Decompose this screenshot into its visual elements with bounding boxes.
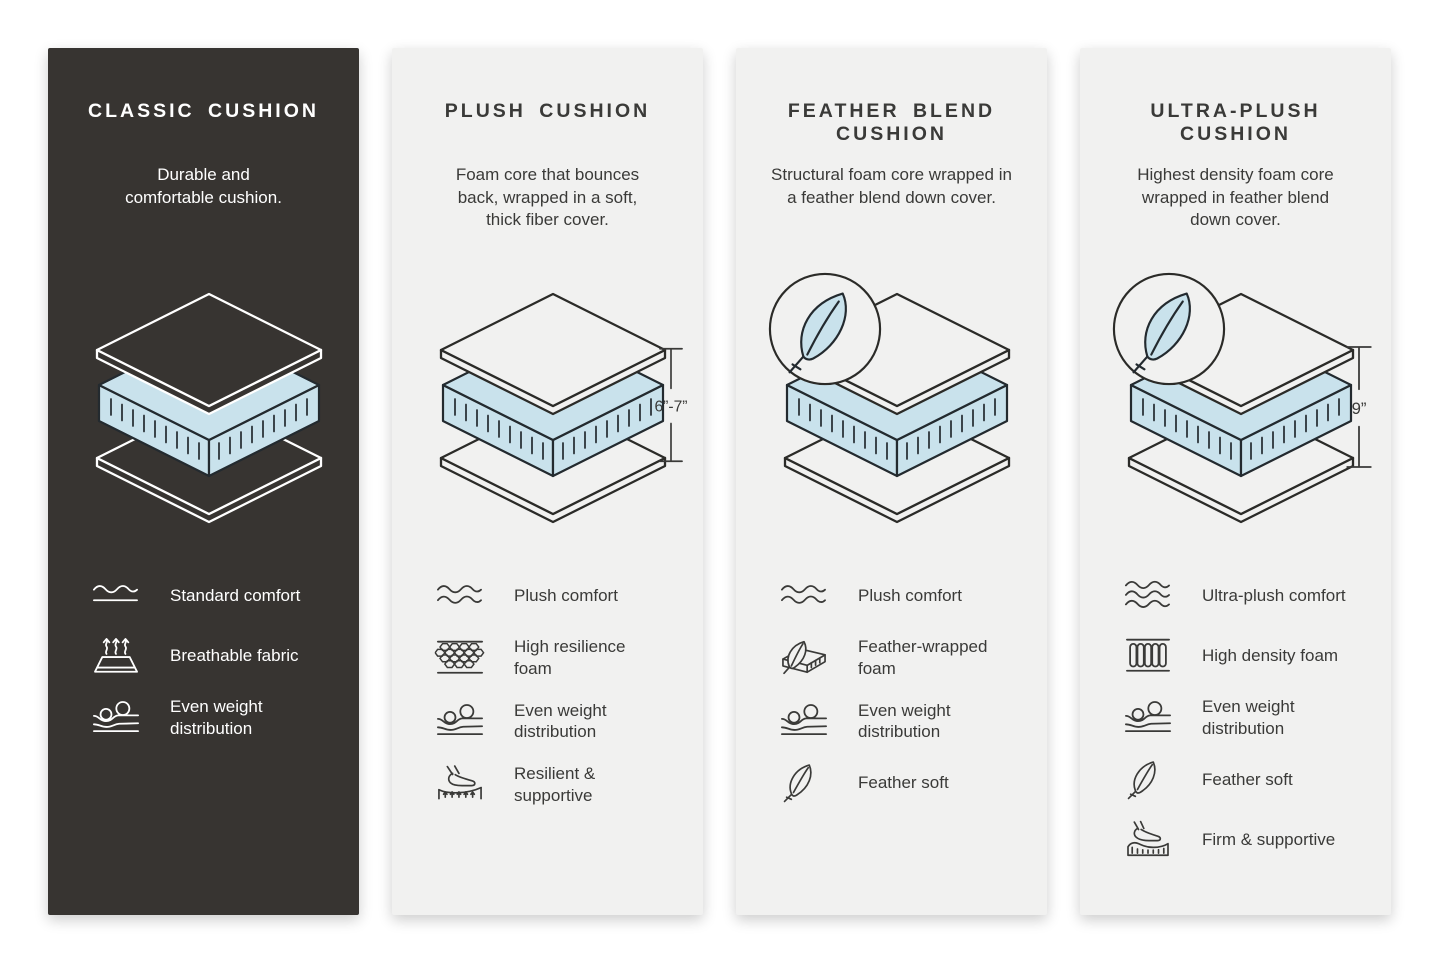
panel-classic-cushion (48, 48, 359, 915)
feature-row (1122, 576, 1391, 616)
feature-label: Feather soft (1202, 769, 1293, 789)
feature-label: Resilient & supportive (514, 764, 596, 805)
single-wave-icon (90, 576, 142, 616)
panel-plush-cushion (392, 48, 703, 915)
feature-list (778, 576, 1047, 803)
even-weight-icon (1122, 698, 1174, 738)
cushion-illustration (1080, 254, 1391, 564)
height-dimension (649, 346, 693, 464)
feature-row (434, 576, 703, 616)
feature-label: Standard comfort (170, 586, 301, 606)
feature-label: Feather-wrapped foam (858, 637, 988, 678)
feature-label: Breathable fabric (170, 646, 299, 666)
feature-label: Plush comfort (514, 586, 618, 606)
panel-feather-blend-cushion (736, 48, 1047, 915)
panel-subtitle: Foam core that bounces back, wrapped in a soft, thick fiber cover. (455, 165, 640, 230)
dimension-label: 9” (1351, 398, 1367, 418)
panel-title: ULTRA-PLUSH CUSHION (1150, 100, 1321, 146)
feature-row (778, 763, 1047, 803)
feature-label: Even weight distribution (170, 697, 263, 738)
panel-ultra-plush-cushion (1080, 48, 1391, 915)
feature-list (1122, 576, 1391, 860)
feature-label: Even weight distribution (1202, 697, 1295, 738)
panel-title: CLASSIC CUSHION (88, 100, 319, 122)
feature-label: Even weight distribution (858, 700, 951, 742)
panel-subtitle: Highest density foam core wrapped in feather blend down cover. (1137, 165, 1334, 230)
cushion-layers-icon (69, 284, 339, 534)
dimension-label: 6”-7” (654, 398, 688, 416)
feature-row (434, 700, 703, 744)
panel-title: PLUSH CUSHION (444, 100, 651, 122)
feature-row (90, 636, 359, 676)
feature-label: Ultra-plush comfort (1202, 586, 1346, 606)
feature-row (1122, 696, 1391, 740)
panel-title: FEATHER BLEND CUSHION (787, 100, 996, 146)
cushion-illustration (48, 254, 359, 564)
foot-arrows-icon (434, 765, 486, 805)
panel-subtitle: Structural foam core wrapped in a feather blend down cover. (771, 165, 1012, 207)
feature-row (778, 636, 1047, 680)
feature-row (90, 696, 359, 740)
feature-row (1122, 760, 1391, 800)
feather-foam-icon (778, 638, 830, 678)
honeycomb-foam-icon (434, 638, 486, 678)
foot-firm-icon (1122, 820, 1174, 860)
feature-label: Plush comfort (858, 586, 962, 606)
breathable-fabric-icon (90, 636, 142, 676)
feature-row (434, 763, 703, 807)
feature-row (90, 576, 359, 616)
feature-row (778, 576, 1047, 616)
feature-row (778, 700, 1047, 744)
feather-badge-icon (1110, 270, 1228, 388)
feature-label: Even weight distribution (514, 700, 607, 742)
triple-wave-icon (1122, 576, 1174, 616)
cushion-layers-icon (413, 284, 683, 534)
panel-subtitle: Durable and comfortable cushion. (125, 165, 282, 207)
even-weight-icon (778, 701, 830, 741)
feature-label: High density foam (1202, 646, 1339, 666)
feature-list (90, 576, 359, 740)
feature-list (434, 576, 703, 807)
feature-row (1122, 820, 1391, 860)
feature-label: Feather soft (858, 773, 949, 793)
even-weight-icon (90, 698, 142, 738)
cushion-illustration (736, 254, 1047, 564)
capsule-foam-icon (1122, 636, 1174, 676)
feature-row (434, 636, 703, 680)
cushion-illustration (392, 254, 703, 564)
height-dimension (1337, 344, 1381, 470)
even-weight-icon (434, 701, 486, 741)
feature-label: High resilience foam (514, 637, 626, 678)
double-wave-icon (434, 576, 486, 616)
feature-label: Firm & supportive (1202, 829, 1336, 849)
feather-icon (778, 763, 830, 803)
double-wave-icon (778, 576, 830, 616)
feather-icon (1122, 760, 1174, 800)
feather-badge-icon (766, 270, 884, 388)
feature-row (1122, 636, 1391, 676)
